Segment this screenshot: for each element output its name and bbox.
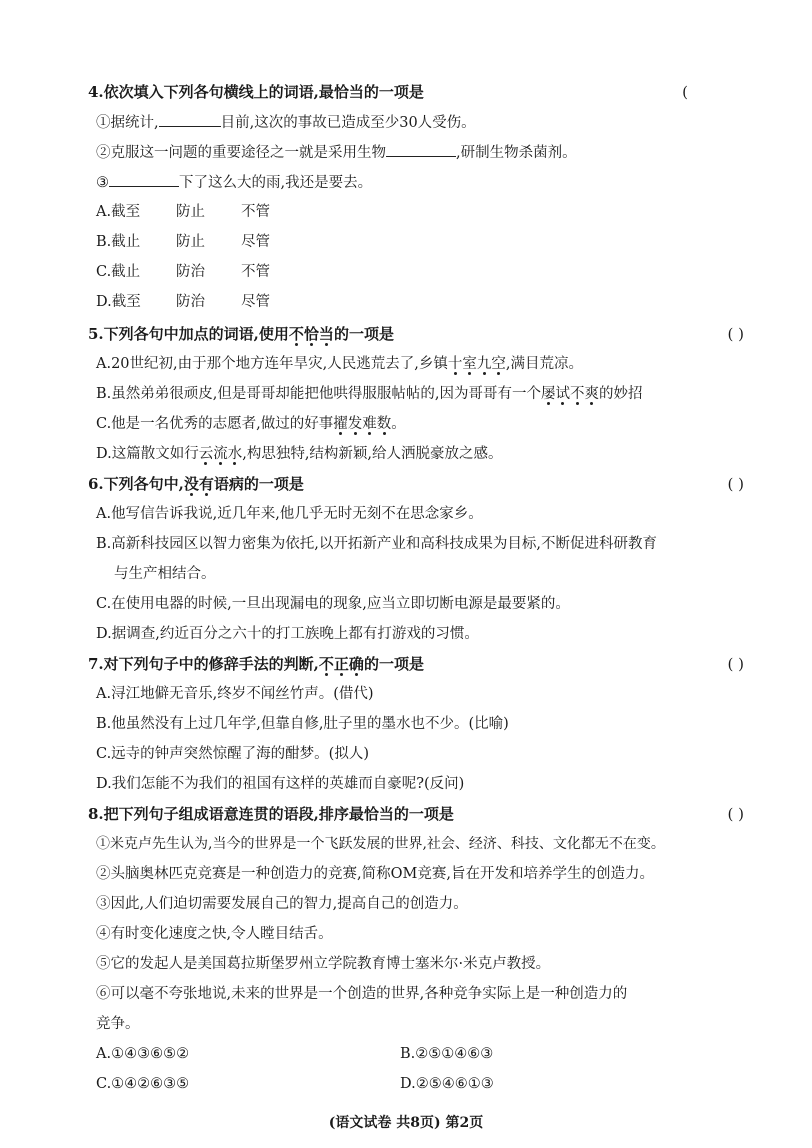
q4-title: 4.依次填入下列各句横线上的词语,最恰当的一项是	[88, 83, 424, 101]
q5-a-dotted	[448, 356, 506, 372]
q4-option-c	[96, 260, 772, 284]
emphasis-char: 室	[462, 356, 477, 372]
q5-title-a: 5.下列各句中加点的词语,使用	[88, 325, 289, 343]
q4-blank-1	[159, 110, 221, 127]
q8-sentence-4: ④有时变化速度之快,令人瞠目结舌。	[96, 926, 333, 942]
q7-title-emphasis	[319, 655, 364, 673]
q8-sentence-1: ①米克卢先生认为,当今的世界是一个飞跃发展的世界,社会、经济、科技、文化都无不在变。	[96, 836, 665, 852]
q7-answer-paren: ( )	[727, 655, 744, 673]
q5-option-b	[96, 382, 772, 406]
q8-sentence-3: ③因此,人们迫切需要发展自己的智力,提高自己的创造力。	[96, 896, 468, 912]
q8-sentence-2: ②头脑奥林匹克竞赛是一种创造力的竞赛,简称OM竞赛,旨在开发和培养学生的创造力。	[96, 866, 654, 882]
q5-option-c	[96, 412, 772, 436]
q6-title-a: 6.下列各句中,	[88, 475, 184, 493]
q4-b-word1: B.截止	[96, 234, 141, 250]
q4-s3-after: 下了这么大的雨,我还是要去。	[179, 175, 373, 191]
q8-sentence-5: ⑤它的发起人是美国葛拉斯堡罗州立学院教育博士塞米尔·米克卢教授。	[96, 956, 551, 972]
q5-option-a	[96, 352, 772, 376]
emphasis-char: 确	[348, 655, 364, 673]
q8-option-a: A.①④③⑥⑤②	[96, 1046, 190, 1062]
q7-title-b: 的一项是	[363, 655, 424, 673]
emphasis-char: 九	[476, 356, 492, 372]
q4-s2-before: ②克服这一问题的重要途径之一就是采用生物	[96, 145, 386, 161]
q4-s2-after: ,研制生物杀菌剂。	[456, 145, 577, 161]
q7-option-c: C.远寺的钟声突然惊醒了海的酣梦。(拟人)	[96, 746, 369, 762]
emphasis-char: 有	[198, 475, 214, 493]
q8-answer-paren: ( )	[727, 805, 744, 823]
q8-heading	[88, 802, 772, 826]
q6-option-d: D.据调查,约近百分之六十的打工族晚上都有打游戏的习惯。	[96, 626, 479, 642]
emphasis-char: 数	[376, 416, 392, 432]
q5-b-dotted	[541, 386, 599, 402]
q5-c-dotted	[333, 416, 391, 432]
q8-title: 8.把下列句子组成语意连贯的语段,排序最恰当的一项是	[88, 805, 454, 823]
emphasis-char: 十	[447, 356, 463, 372]
q5-b-post: 的妙招	[598, 386, 643, 402]
q4-s1-after: 目前,这次的事故已造成至少30人受伤。	[220, 115, 476, 131]
q4-s3-before: ③	[96, 175, 109, 191]
q4-blank-3	[109, 170, 179, 187]
q6-heading	[88, 472, 772, 496]
q4-c-word2: 防治	[176, 264, 205, 280]
q4-a-word2: 防止	[176, 204, 205, 220]
q4-heading	[88, 80, 772, 104]
emphasis-char: 爽	[584, 386, 599, 402]
q6-title-b: 语病的一项是	[213, 475, 304, 493]
q5-title-emphasis	[289, 325, 334, 343]
q7-heading	[88, 652, 772, 676]
q4-option-b	[96, 230, 772, 254]
q5-title-b: 的一项是	[333, 325, 394, 343]
emphasis-char: 流	[213, 446, 228, 462]
emphasis-char: 当	[318, 325, 334, 343]
emphasis-char: 正	[333, 655, 349, 673]
q4-d-word2: 防治	[176, 294, 205, 310]
q7-option-b: B.他虽然没有上过几年学,但靠自修,肚子里的墨水也不少。(比喻)	[96, 716, 509, 732]
q6-answer-paren: ( )	[727, 475, 744, 493]
emphasis-char: 空	[491, 356, 506, 372]
q4-d-word3: 尽管	[241, 294, 270, 310]
emphasis-char: 不	[288, 325, 304, 343]
q4-a-word1: A.截至	[96, 204, 141, 220]
emphasis-char: 云	[198, 446, 214, 462]
q8-option-d: D.②⑤④⑥①③	[400, 1076, 494, 1092]
q5-a-pre: A.20世纪初,由于那个地方连年旱灾,人民逃荒去了,乡镇	[96, 356, 448, 372]
emphasis-char: 不	[569, 386, 585, 402]
q4-a-word3: 不管	[241, 204, 270, 220]
q5-heading	[88, 322, 772, 346]
q5-answer-paren: ( )	[727, 325, 744, 343]
q4-sentence-1	[96, 110, 772, 135]
emphasis-char: 不	[318, 655, 334, 673]
q4-b-word2: 防止	[176, 234, 205, 250]
q5-c-post: 。	[391, 416, 406, 432]
q8-option-b: B.②⑤①④⑥③	[400, 1046, 494, 1062]
q4-b-word3: 尽管	[241, 234, 270, 250]
q4-sentence-2	[96, 140, 772, 165]
q6-option-a: A.他写信告诉我说,近几年来,他几乎无时无刻不在思念家乡。	[96, 506, 483, 522]
q5-b-pre: B.虽然弟弟很顽皮,但是哥哥却能把他哄得服服帖帖的,因为哥哥有一个	[96, 386, 541, 402]
emphasis-char: 难	[362, 416, 377, 432]
q5-d-pre: D.这篇散文如行	[96, 446, 199, 462]
q7-option-a: A.浔江地僻无音乐,终岁不闻丝竹声。(借代)	[96, 686, 374, 702]
q4-s1-before: ①据统计,	[96, 115, 159, 131]
q6-option-b: B.高新科技园区以智力密集为依托,以开拓新产业和高科技成果为目标,不断促进科研教育	[96, 536, 657, 552]
emphasis-char: 水	[227, 446, 243, 462]
q8-sentence-6-cont: 竞争。	[96, 1016, 140, 1032]
q8-sentence-6: ⑥可以毫不夸张地说,未来的世界是一个创造的世界,各种竞争实际上是一种创造力的	[96, 986, 628, 1002]
q6-title-emphasis	[184, 475, 214, 493]
emphasis-char: 试	[555, 386, 570, 402]
q4-option-d	[96, 290, 772, 314]
q4-sentence-3	[96, 170, 772, 195]
q4-c-word3: 不管	[241, 264, 270, 280]
emphasis-char: 屡	[540, 386, 556, 402]
emphasis-char: 恰	[303, 325, 319, 343]
q4-blank-2	[386, 140, 456, 157]
q6-option-c: C.在使用电器的时候,一旦出现漏电的现象,应当立即切断电源是最要紧的。	[96, 596, 570, 612]
q5-option-d	[96, 442, 772, 466]
q7-title-a: 7.对下列句子中的修辞手法的判断,	[88, 655, 319, 673]
q7-option-d: D.我们怎能不为我们的祖国有这样的英雄而自豪呢?(反问)	[96, 776, 465, 792]
q5-c-pre: C.他是一名优秀的志愿者,做过的好事	[96, 416, 334, 432]
q4-d-word1: D.截至	[96, 294, 141, 310]
q8-option-c: C.①④②⑥③⑤	[96, 1076, 190, 1092]
page-footer: (语文试卷 共8页) 第2页	[328, 1115, 484, 1131]
q5-d-post: ,构思独特,结构新颖,给人洒脱豪放之感。	[242, 446, 503, 462]
q5-d-dotted	[199, 446, 243, 462]
q4-option-a	[96, 200, 772, 224]
q6-option-b-cont: 与生产相结合。	[114, 566, 216, 582]
q4-c-word1: C.截止	[96, 264, 141, 280]
q5-a-post: ,满目荒凉。	[505, 356, 583, 372]
q4-answer-paren: (	[682, 83, 688, 101]
emphasis-char: 没	[183, 475, 199, 493]
emphasis-char: 擢	[333, 416, 348, 432]
emphasis-char: 发	[347, 416, 363, 432]
